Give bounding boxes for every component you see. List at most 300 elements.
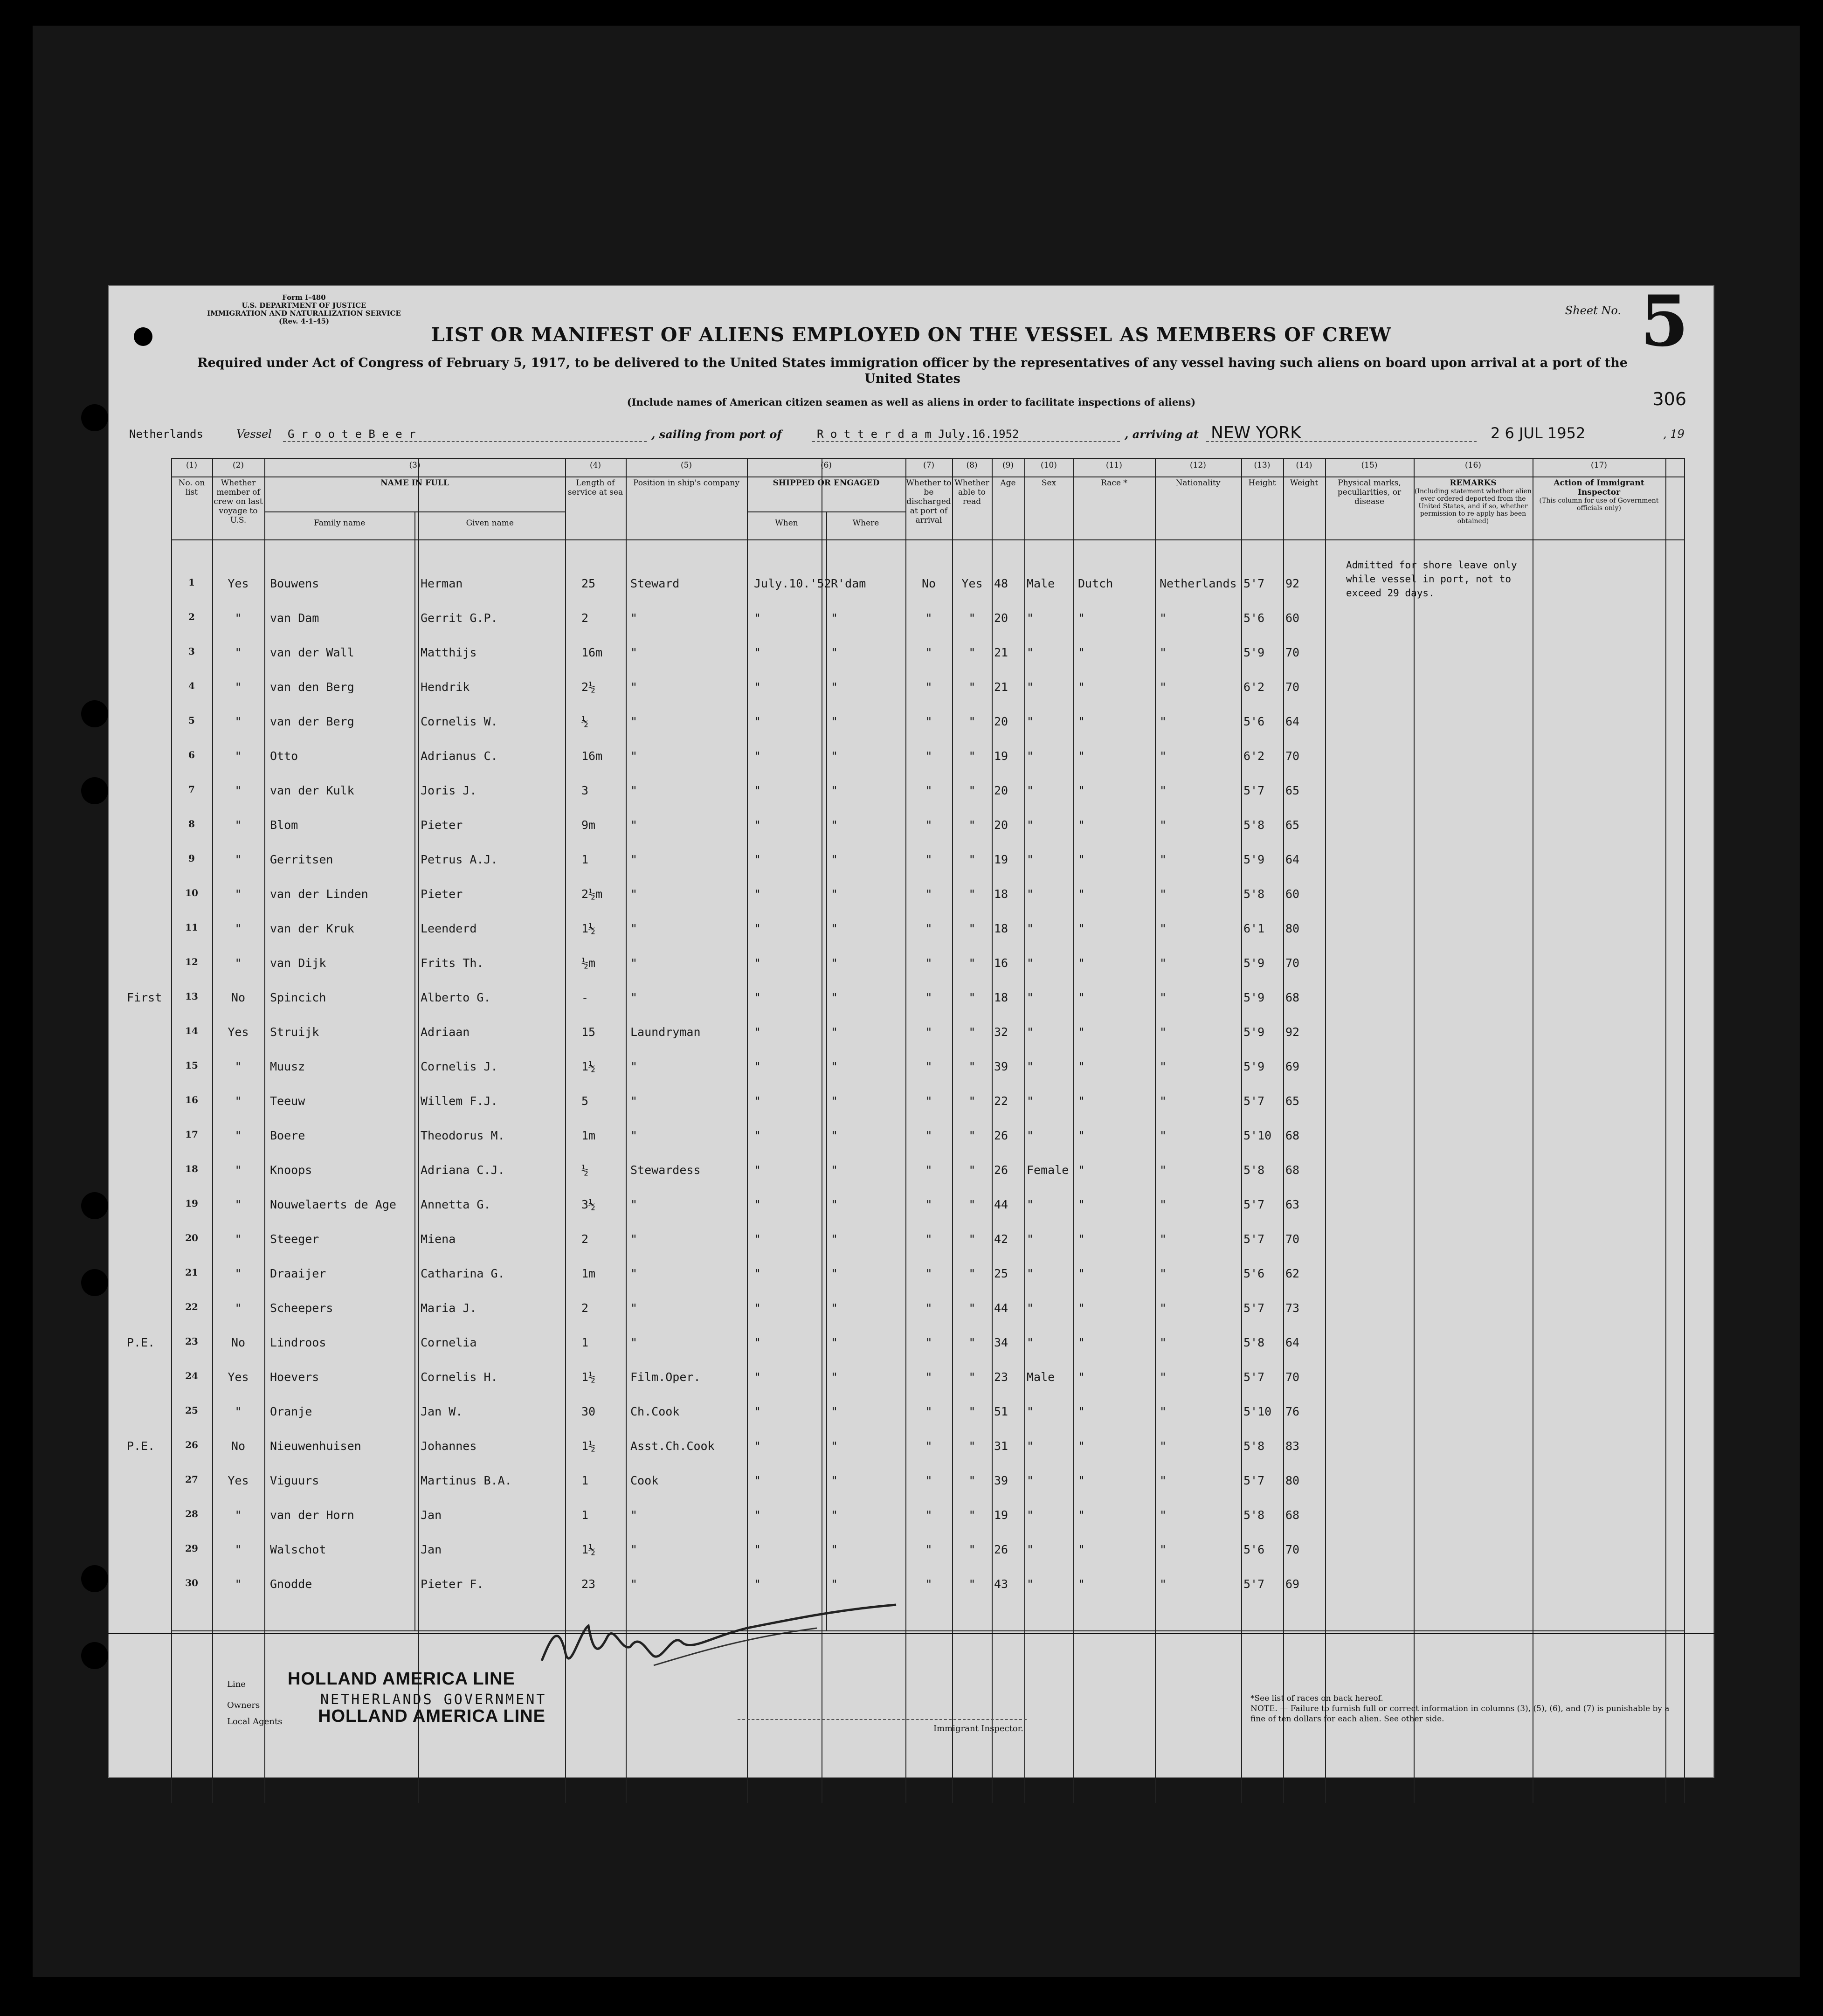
cell-where: " <box>831 1370 838 1384</box>
cell-disch: " <box>925 1370 932 1384</box>
cell-sex: " <box>1027 1129 1034 1142</box>
cell-nat: " <box>1160 1336 1167 1349</box>
column-number: (1) <box>186 461 198 470</box>
cell-race: " <box>1078 1163 1085 1177</box>
revision: (Rev. 4-1-45) <box>278 317 330 325</box>
cell-height: 5'9 <box>1243 646 1265 659</box>
cell-height: 5'6 <box>1243 1543 1265 1556</box>
cell-nat: " <box>1160 1405 1167 1418</box>
cell-no: 27 <box>185 1474 198 1485</box>
cell-race: " <box>1078 1301 1085 1315</box>
cell-height: 5'8 <box>1243 1508 1265 1522</box>
column-number: (2) <box>232 461 244 470</box>
column-label: Age <box>1000 478 1016 488</box>
column-label: Nationality <box>1175 478 1221 488</box>
column-number: (4) <box>589 461 601 470</box>
cell-sex: " <box>1027 1474 1034 1487</box>
cell-nat: " <box>1160 991 1167 1004</box>
cell-prev: No <box>231 1336 246 1349</box>
cell-no: 9 <box>188 853 195 864</box>
cell-height: 5'7 <box>1243 784 1265 797</box>
column-number: (7) <box>923 461 935 470</box>
cell-position: " <box>630 1129 638 1142</box>
cell-no: 7 <box>188 784 195 795</box>
column-subheader: Given name <box>466 518 514 528</box>
cell-disch: " <box>925 1336 932 1349</box>
cell-read: " <box>968 1370 976 1384</box>
cell-read: " <box>968 1267 976 1280</box>
cell-left-note: P.E. <box>127 1439 155 1453</box>
cell-prev: " <box>235 1543 242 1556</box>
cell-sex: Female <box>1027 1163 1069 1177</box>
document-subtitle: Required under Act of Congress of February 5, 1917, to be delivered to the United States immigration officer by the representatives of any vessel having such aliens on board upon arrival at a port of the United States <box>197 356 1628 386</box>
cell-nat: " <box>1160 1577 1167 1591</box>
cell-sex: " <box>1027 1301 1034 1315</box>
cell-no: 10 <box>185 887 198 898</box>
column-subheader: When <box>775 518 798 528</box>
cell-height: 5'9 <box>1243 956 1265 970</box>
cell-race: " <box>1078 1439 1085 1453</box>
cell-nat: " <box>1160 1301 1167 1315</box>
cell-where: " <box>831 1405 838 1418</box>
cell-disch: " <box>925 749 932 763</box>
cell-age: 32 <box>994 1025 1008 1039</box>
cell-service: ½ <box>581 715 589 728</box>
column-label: Whether member of crew on last voyage to U.S. <box>214 478 263 525</box>
cell-given: Cornelis W. <box>421 715 498 728</box>
cell-given: Pieter F. <box>421 1577 484 1591</box>
cell-nat: " <box>1160 1025 1167 1039</box>
cell-prev: " <box>235 1301 242 1315</box>
cell-position: " <box>630 1543 638 1556</box>
cell-weight: 64 <box>1285 715 1300 728</box>
column-header-1 <box>171 461 212 497</box>
cell-no: 14 <box>185 1025 198 1036</box>
punch-hole <box>81 700 108 727</box>
table-row <box>171 611 1684 630</box>
cell-sex: " <box>1027 1508 1034 1522</box>
cell-sex: " <box>1027 1267 1034 1280</box>
table-row <box>171 1163 1684 1182</box>
cell-where: R'dam <box>831 577 866 590</box>
cell-height: 5'7 <box>1243 1094 1265 1108</box>
cell-service: 1m <box>581 1129 596 1142</box>
cell-when: " <box>754 1198 761 1211</box>
cell-age: 34 <box>994 1336 1008 1349</box>
cell-when: " <box>754 1577 761 1591</box>
cell-no: 8 <box>188 818 195 829</box>
column-header-10 <box>1024 461 1073 488</box>
table-row <box>171 818 1684 837</box>
cell-nat: " <box>1160 1267 1167 1280</box>
cell-position: " <box>630 784 638 797</box>
cell-nat: " <box>1160 1508 1167 1522</box>
column-label: Whether able to read <box>954 478 989 506</box>
cell-read: " <box>968 818 976 832</box>
cell-when: " <box>754 1336 761 1349</box>
cell-position: " <box>630 749 638 763</box>
cell-service: 1½ <box>581 1439 596 1453</box>
column-label: Length of service at sea <box>567 478 623 497</box>
cell-position: Stewardess <box>630 1163 701 1177</box>
cell-nat: " <box>1160 1370 1167 1384</box>
cell-race: " <box>1078 1094 1085 1108</box>
cell-race: Dutch <box>1078 577 1113 590</box>
cell-no: 26 <box>185 1439 198 1450</box>
cell-family: van der Linden <box>270 887 368 901</box>
cell-nat: " <box>1160 1094 1167 1108</box>
cell-given: Jan <box>421 1543 442 1556</box>
cell-family: Walschot <box>270 1543 326 1556</box>
cell-no: 1 <box>188 577 195 588</box>
table-row <box>171 749 1684 768</box>
cell-height: 5'10 <box>1243 1405 1272 1418</box>
cell-disch: " <box>925 1508 932 1522</box>
cell-race: " <box>1078 853 1085 866</box>
cell-read: " <box>968 1543 976 1556</box>
cell-where: " <box>831 1025 838 1039</box>
cell-family: van der Berg <box>270 715 354 728</box>
remarks-line-2: while vessel in port, not to <box>1346 573 1512 585</box>
cell-when: " <box>754 887 761 901</box>
cell-when: " <box>754 1267 761 1280</box>
cell-family: Nieuwenhuisen <box>270 1439 361 1453</box>
cell-weight: 70 <box>1285 680 1300 694</box>
cell-sex: " <box>1027 818 1034 832</box>
cell-when: " <box>754 1025 761 1039</box>
cell-nat: " <box>1160 922 1167 935</box>
cell-disch: " <box>925 1198 932 1211</box>
cell-given: Adriana C.J. <box>421 1163 505 1177</box>
cell-given: Alberto G. <box>421 991 491 1004</box>
cell-given: Theodorus M. <box>421 1129 505 1142</box>
cell-given: Johannes <box>421 1439 477 1453</box>
cell-where: " <box>831 1094 838 1108</box>
cell-sex: " <box>1027 1405 1034 1418</box>
cell-weight: 70 <box>1285 646 1300 659</box>
cell-prev: " <box>235 1163 242 1177</box>
cell-prev: " <box>235 1405 242 1418</box>
cell-age: 20 <box>994 715 1008 728</box>
cell-age: 48 <box>994 577 1008 590</box>
column-header-14 <box>1283 461 1325 488</box>
cell-family: Spincich <box>270 991 326 1004</box>
cell-age: 42 <box>994 1232 1008 1246</box>
cell-disch: " <box>925 784 932 797</box>
cell-disch: " <box>925 1577 932 1591</box>
cell-read: " <box>968 1060 976 1073</box>
cell-position: " <box>630 991 638 1004</box>
column-header-3 <box>264 461 565 488</box>
cell-age: 19 <box>994 853 1008 866</box>
column-header-6 <box>747 461 905 488</box>
cell-weight: 60 <box>1285 887 1300 901</box>
cell-when: " <box>754 646 761 659</box>
cell-nat: " <box>1160 818 1167 832</box>
table-row <box>171 1370 1684 1389</box>
column-label: Position in ship's company <box>633 478 740 488</box>
cell-nat: " <box>1160 1439 1167 1453</box>
cell-height: 5'9 <box>1243 991 1265 1004</box>
cell-weight: 70 <box>1285 956 1300 970</box>
cell-family: Knoops <box>270 1163 312 1177</box>
cell-family: Hoevers <box>270 1370 319 1384</box>
table-row <box>127 991 1684 1009</box>
cell-nat: " <box>1160 784 1167 797</box>
cell-nat: " <box>1160 887 1167 901</box>
cell-disch: " <box>925 1405 932 1418</box>
cell-race: " <box>1078 922 1085 935</box>
cell-race: " <box>1078 1577 1085 1591</box>
cell-disch: " <box>925 1439 932 1453</box>
cell-no: 12 <box>185 956 198 967</box>
cell-disch: " <box>925 818 932 832</box>
cell-weight: 60 <box>1285 611 1300 625</box>
cell-when: " <box>754 956 761 970</box>
cell-height: 5'8 <box>1243 887 1265 901</box>
cell-family: van der Kruk <box>270 922 354 935</box>
cell-weight: 62 <box>1285 1267 1300 1280</box>
cell-read: " <box>968 956 976 970</box>
cell-service: 16m <box>581 646 603 659</box>
cell-given: Pieter <box>421 887 463 901</box>
cell-position: " <box>630 1094 638 1108</box>
cell-service: 1m <box>581 1267 596 1280</box>
race-note: *See list of races on back hereof. <box>1250 1694 1383 1703</box>
cell-disch: " <box>925 853 932 866</box>
cell-sex: " <box>1027 1336 1034 1349</box>
cell-height: 6'2 <box>1243 749 1265 763</box>
cell-read: " <box>968 887 976 901</box>
cell-sex: " <box>1027 1198 1034 1211</box>
cell-where: " <box>831 1577 838 1591</box>
table-row <box>171 1060 1684 1078</box>
cell-left-note: First <box>127 991 162 1004</box>
table-row <box>171 1094 1684 1113</box>
table-row <box>171 1025 1684 1044</box>
cell-service: - <box>581 991 589 1004</box>
cell-nat: " <box>1160 1543 1167 1556</box>
remarks-line-3: exceed 29 days. <box>1346 587 1435 599</box>
cell-disch: " <box>925 680 932 694</box>
cell-age: 26 <box>994 1129 1008 1142</box>
cell-family: Teeuw <box>270 1094 305 1108</box>
cell-height: 5'7 <box>1243 1577 1265 1591</box>
cell-age: 31 <box>994 1439 1008 1453</box>
cell-prev: " <box>235 1129 242 1142</box>
cell-weight: 69 <box>1285 1060 1300 1073</box>
cell-family: Struijk <box>270 1025 319 1039</box>
cell-prev: " <box>235 1198 242 1211</box>
table-row <box>171 1301 1684 1320</box>
cell-given: Joris J. <box>421 784 477 797</box>
cell-age: 18 <box>994 887 1008 901</box>
cell-service: 25 <box>581 577 596 590</box>
column-note: (Including statement whether alien ever ordered deported from the United States, and if so, whether permission to re-apply has been obtained) <box>1415 488 1532 525</box>
cell-family: Viguurs <box>270 1474 319 1487</box>
cell-sex: " <box>1027 1439 1034 1453</box>
cell-race: " <box>1078 715 1085 728</box>
table-row <box>127 1336 1684 1354</box>
column-header-16 <box>1414 461 1533 525</box>
footnotes <box>1250 1693 1670 1724</box>
cell-service: 3 <box>581 784 589 797</box>
column-number: (16) <box>1465 461 1481 470</box>
cell-weight: 64 <box>1285 853 1300 866</box>
cell-age: 19 <box>994 1508 1008 1522</box>
cell-disch: " <box>925 1301 932 1315</box>
cell-height: 5'7 <box>1243 1198 1265 1211</box>
cell-family: Oranje <box>270 1405 312 1418</box>
cell-sex: " <box>1027 1060 1034 1073</box>
cell-given: Adrianus C. <box>421 749 498 763</box>
column-header-5 <box>626 461 747 488</box>
cell-given: Cornelis J. <box>421 1060 498 1073</box>
cell-no: 28 <box>185 1508 198 1519</box>
cell-position: " <box>630 853 638 866</box>
cell-where: " <box>831 1474 838 1487</box>
cell-height: 6'2 <box>1243 680 1265 694</box>
cell-read: " <box>968 715 976 728</box>
cell-prev: " <box>235 715 242 728</box>
cell-prev: " <box>235 922 242 935</box>
table-row <box>171 1129 1684 1147</box>
cell-height: 5'6 <box>1243 1267 1265 1280</box>
cell-disch: " <box>925 922 932 935</box>
cell-race: " <box>1078 1198 1085 1211</box>
cell-where: " <box>831 922 838 935</box>
cell-prev: No <box>231 991 246 1004</box>
cell-given: Herman <box>421 577 463 590</box>
cell-given: Pieter <box>421 818 463 832</box>
cell-height: 5'7 <box>1243 577 1265 590</box>
cell-when: " <box>754 749 761 763</box>
cell-service: 1 <box>581 1474 589 1487</box>
cell-race: " <box>1078 680 1085 694</box>
agents-name: HOLLAND AMERICA LINE <box>318 1706 546 1726</box>
cell-where: " <box>831 1508 838 1522</box>
cell-read: " <box>968 1301 976 1315</box>
cell-read: " <box>968 749 976 763</box>
cell-sex: " <box>1027 956 1034 970</box>
cell-weight: 68 <box>1285 991 1300 1004</box>
cell-weight: 65 <box>1285 818 1300 832</box>
column-header-13 <box>1241 461 1283 488</box>
cell-sex: " <box>1027 991 1034 1004</box>
cell-weight: 70 <box>1285 1232 1300 1246</box>
column-number: (10) <box>1041 461 1057 470</box>
cell-family: Steeger <box>270 1232 319 1246</box>
cell-prev: " <box>235 853 242 866</box>
cell-read: " <box>968 1508 976 1522</box>
punch-hole <box>81 1192 108 1219</box>
cell-age: 51 <box>994 1405 1008 1418</box>
penalty-note: NOTE. — Failure to furnish full or correct information in columns (3), (5), (6), and (7) is punishable by a fine of ten dollars for each alien. See other side. <box>1250 1704 1670 1724</box>
cell-prev: " <box>235 646 242 659</box>
cell-race: " <box>1078 1267 1085 1280</box>
cell-where: " <box>831 680 838 694</box>
cell-when: " <box>754 1129 761 1142</box>
cell-service: 2 <box>581 1232 589 1246</box>
cell-no: 6 <box>188 749 195 760</box>
cell-no: 25 <box>185 1405 198 1416</box>
cell-where: " <box>831 853 838 866</box>
column-subheader: Where <box>852 518 879 528</box>
cell-read: " <box>968 680 976 694</box>
cell-age: 19 <box>994 749 1008 763</box>
cell-position: " <box>630 1301 638 1315</box>
cell-where: " <box>831 1267 838 1280</box>
cell-where: " <box>831 784 838 797</box>
cell-disch: " <box>925 1474 932 1487</box>
column-label: Whether to be discharged at port of arrival <box>906 478 952 525</box>
cell-given: Annetta G. <box>421 1198 491 1211</box>
cell-service: 1½ <box>581 1060 596 1073</box>
cell-no: 11 <box>185 922 198 933</box>
column-number: (13) <box>1254 461 1271 470</box>
column-number: (15) <box>1361 461 1378 470</box>
cell-no: 5 <box>188 715 195 726</box>
service: IMMIGRATION AND NATURALIZATION SERVICE <box>207 309 401 318</box>
cell-position: " <box>630 715 638 728</box>
column-label: NAME IN FULL <box>380 478 449 488</box>
cell-no: 24 <box>185 1370 198 1381</box>
cell-prev: " <box>235 611 242 625</box>
cell-age: 16 <box>994 956 1008 970</box>
cell-given: Adriaan <box>421 1025 470 1039</box>
cell-where: " <box>831 887 838 901</box>
table-row <box>171 1267 1684 1285</box>
cell-nat: " <box>1160 1474 1167 1487</box>
cell-nat: " <box>1160 1163 1167 1177</box>
cell-where: " <box>831 1129 838 1142</box>
column-number: (14) <box>1296 461 1312 470</box>
punch-hole <box>81 777 108 804</box>
cell-read: " <box>968 1232 976 1246</box>
cell-race: " <box>1078 956 1085 970</box>
cell-where: " <box>831 646 838 659</box>
cell-read: " <box>968 784 976 797</box>
cell-height: 5'6 <box>1243 611 1265 625</box>
cell-disch: " <box>925 991 932 1004</box>
cell-race: " <box>1078 991 1085 1004</box>
cell-no: 13 <box>185 991 198 1002</box>
cell-when: " <box>754 1163 761 1177</box>
cell-age: 26 <box>994 1543 1008 1556</box>
cell-when: " <box>754 1405 761 1418</box>
column-header-9 <box>992 461 1024 488</box>
table-row <box>171 1232 1684 1251</box>
cell-sex: " <box>1027 749 1034 763</box>
cell-service: 1½ <box>581 1370 596 1384</box>
cell-position: " <box>630 1577 638 1591</box>
cell-where: " <box>831 749 838 763</box>
cell-disch: " <box>925 1094 932 1108</box>
cell-where: " <box>831 1336 838 1349</box>
cell-disch: " <box>925 1025 932 1039</box>
cell-height: 5'9 <box>1243 853 1265 866</box>
cell-position: Film.Oper. <box>630 1370 701 1384</box>
cell-sex: Male <box>1027 577 1055 590</box>
cell-where: " <box>831 1163 838 1177</box>
cell-disch: " <box>925 646 932 659</box>
cell-position: " <box>630 1232 638 1246</box>
cell-height: 5'8 <box>1243 1336 1265 1349</box>
cell-weight: 92 <box>1285 1025 1300 1039</box>
cell-read: " <box>968 611 976 625</box>
cell-service: 23 <box>581 1577 596 1591</box>
cell-when: " <box>754 1094 761 1108</box>
